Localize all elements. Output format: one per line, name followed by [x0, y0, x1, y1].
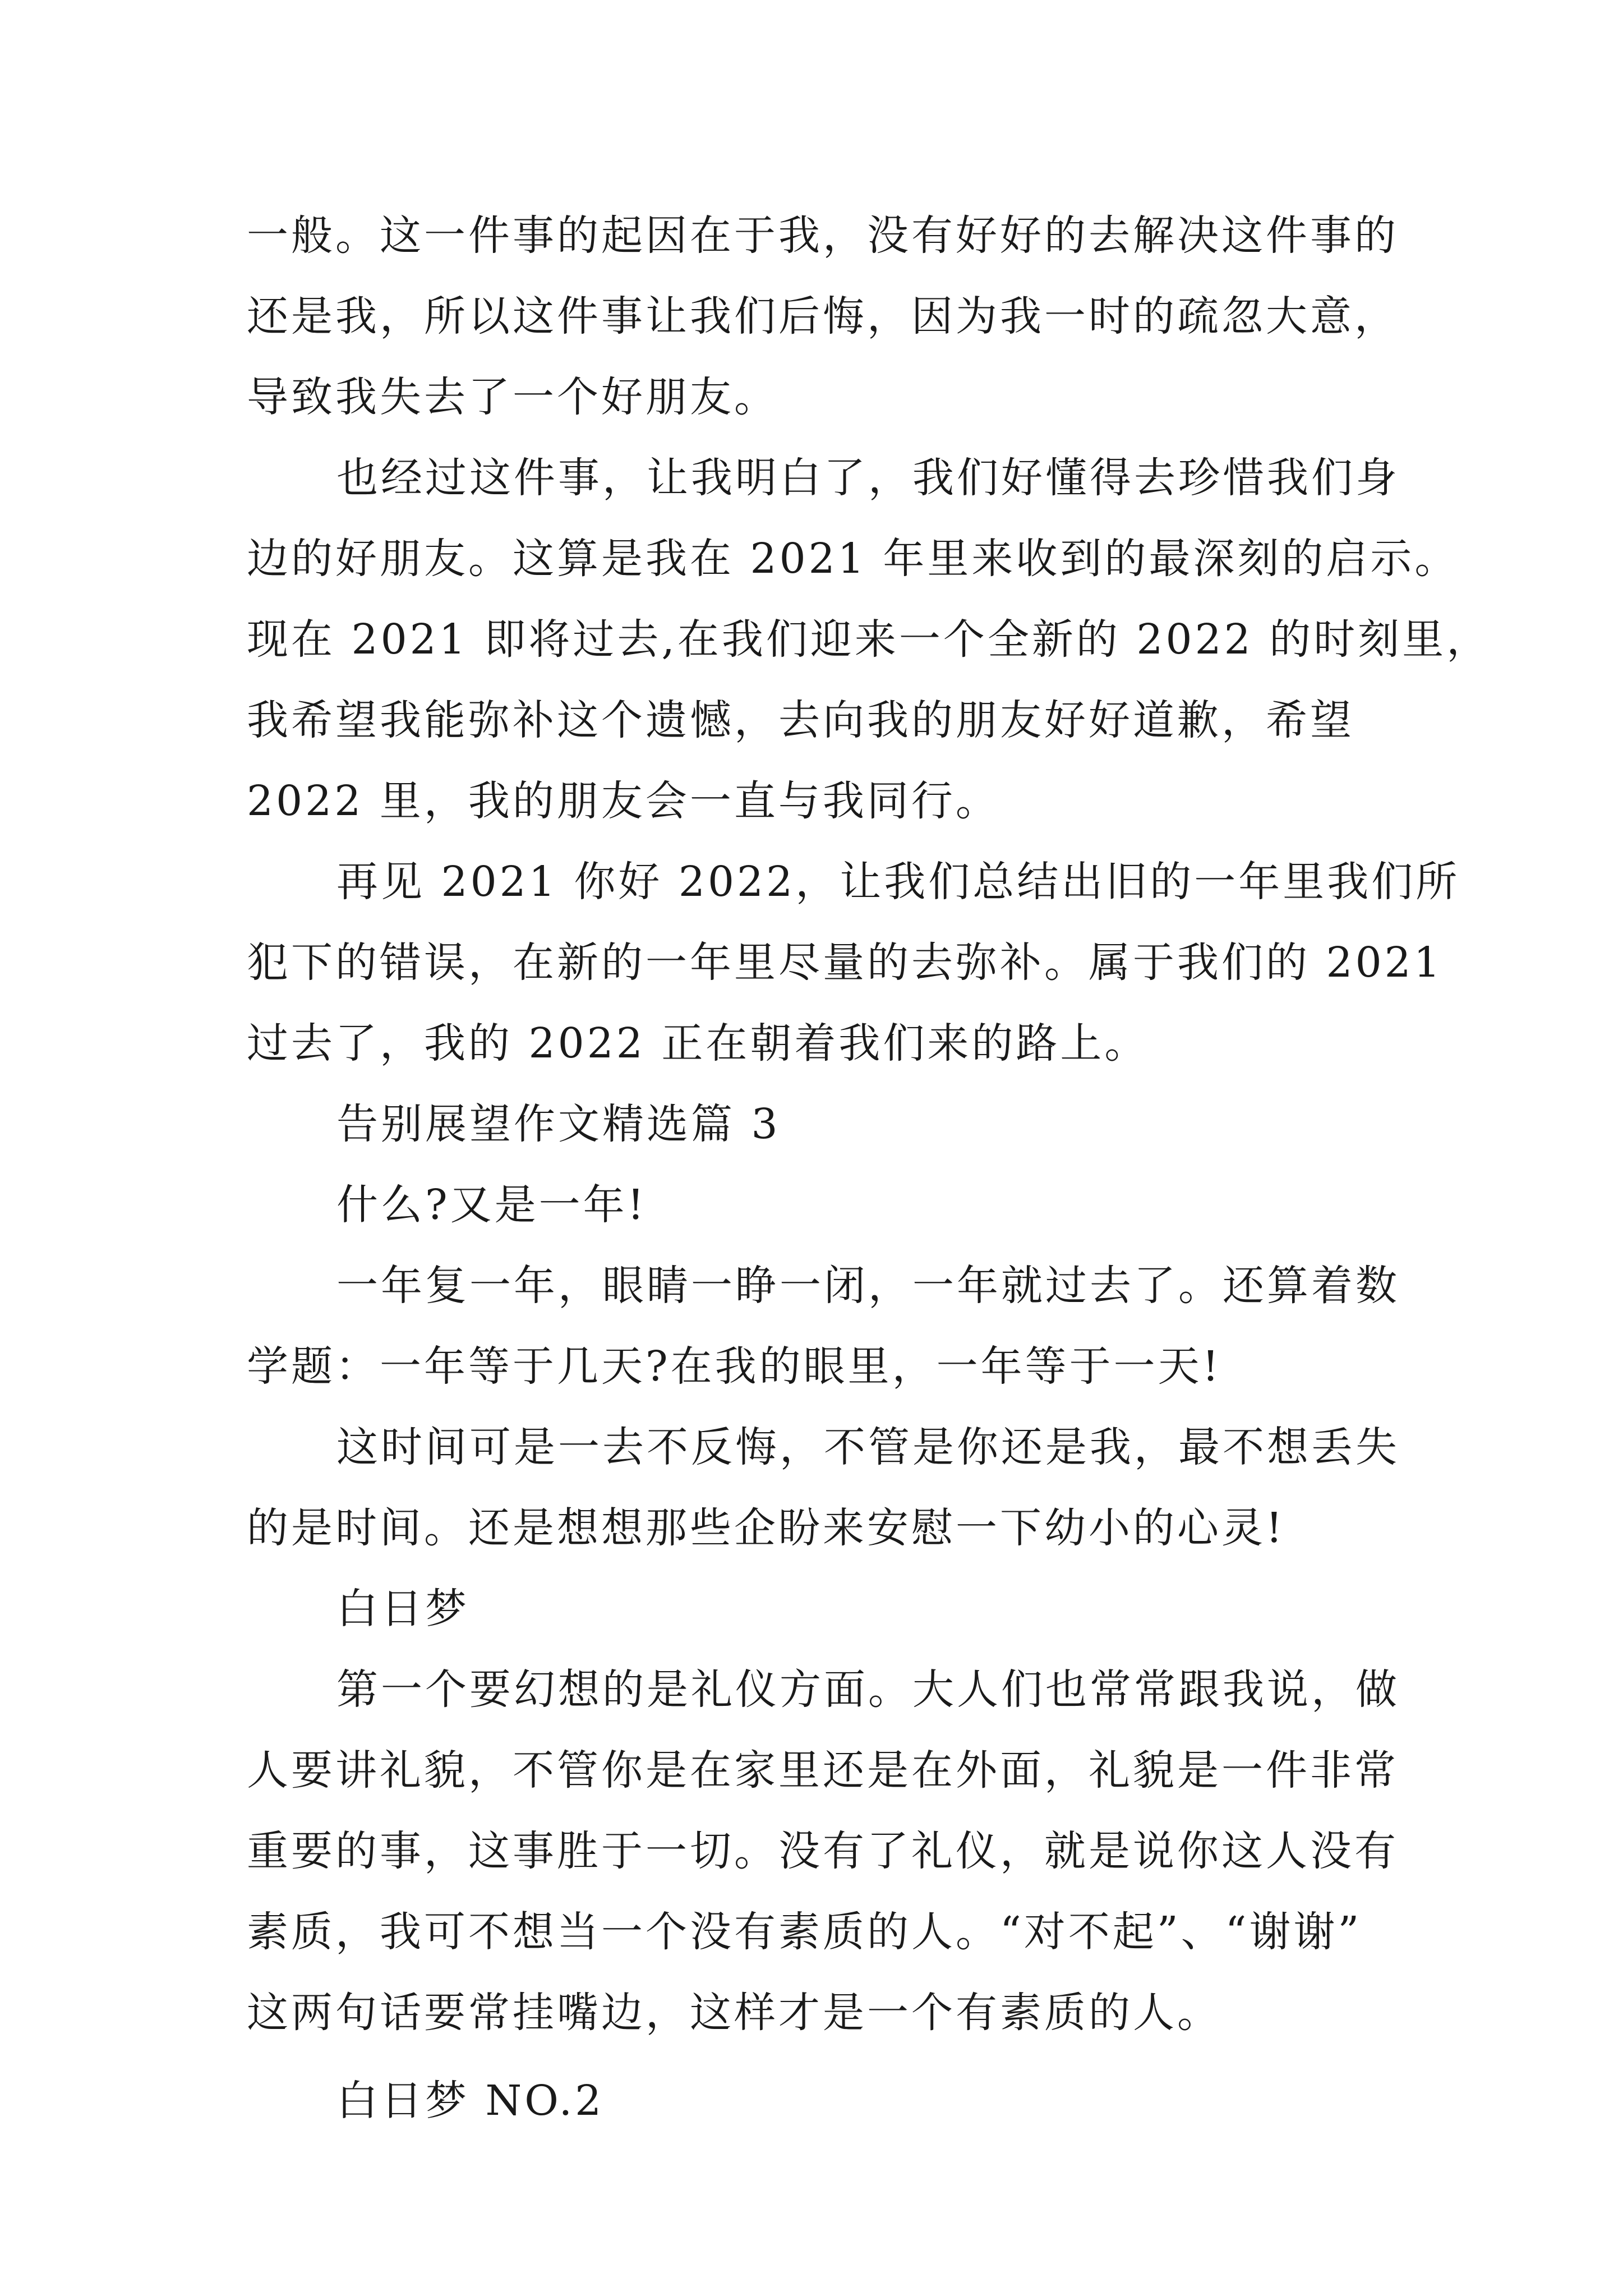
text-line: 重要的事，这事胜于一切。没有了礼仪，就是说你这人没有 — [247, 1827, 1399, 1875]
text-line: 素质，我可不想当一个没有素质的人。“对不起”、“谢谢” — [247, 1908, 1362, 1956]
section-heading: 告别展望作文精选篇 3 — [336, 1100, 781, 1148]
text-line: 我希望我能弥补这个遗憾，去向我的朋友好好道歉，希望 — [247, 696, 1354, 744]
text-line: 导致我失去了一个好朋友。 — [247, 373, 778, 421]
text-line: 的是时间。还是想想那些企盼来安慰一下幼小的心灵! — [247, 1504, 1285, 1552]
subheading: 白日梦 NO.2 — [336, 2077, 605, 2125]
text-line: 2022 里，我的朋友会一直与我同行。 — [247, 777, 1000, 825]
text-line: 这两句话要常挂嘴边，这样才是一个有素质的人。 — [247, 1989, 1221, 2037]
paragraph-first-line: 再见 2021 你好 2022，让我们总结出旧的一年里我们所 — [336, 858, 1460, 906]
text-line: 犯下的错误，在新的一年里尽量的去弥补。属于我们的 2021 — [247, 938, 1443, 987]
text-line: 学题：一年等于几天?在我的眼里，一年等于一天! — [247, 1342, 1222, 1391]
text-line: 现在 2021 即将过去,在我们迎来一个全新的 2022 的时刻里， — [247, 615, 1491, 664]
text-line: 一般。这一件事的起因在于我，没有好好的去解决这件事的 — [247, 211, 1399, 260]
subheading: 白日梦 — [336, 1585, 469, 1633]
paragraph-first-line: 一年复一年，眼睛一睁一闭，一年就过去了。还算着数 — [336, 1262, 1400, 1310]
paragraph-first-line: 第一个要幻想的是礼仪方面。大人们也常常跟我说，做 — [336, 1665, 1400, 1714]
text-line: 边的好朋友。这算是我在 2021 年里来收到的最深刻的启示。 — [247, 535, 1459, 583]
text-line: 过去了，我的 2022 正在朝着我们来的路上。 — [247, 1019, 1149, 1068]
paragraph-first-line: 也经过这件事，让我明白了，我们好懂得去珍惜我们身 — [336, 454, 1400, 502]
paragraph-first-line: 这时间可是一去不反悔，不管是你还是我，最不想丢失 — [336, 1423, 1400, 1471]
paragraph-first-line: 什么?又是一年! — [336, 1181, 647, 1229]
text-line: 人要讲礼貌，不管你是在家里还是在外面，礼貌是一件非常 — [247, 1746, 1399, 1795]
text-line: 还是我，所以这件事让我们后悔，因为我一时的疏忽大意， — [247, 292, 1399, 341]
